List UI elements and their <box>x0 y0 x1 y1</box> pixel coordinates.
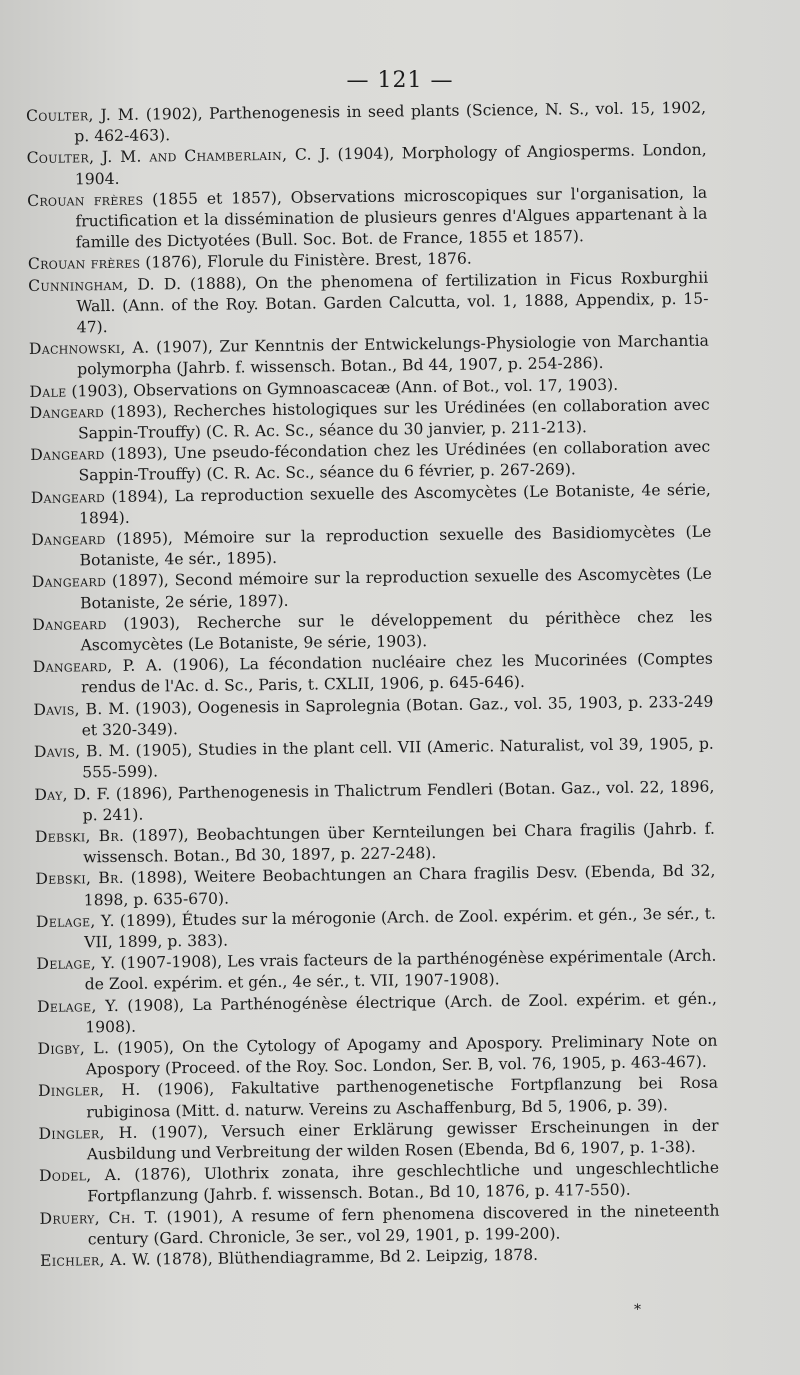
entry-text: (1903), Recherche sur le développement du périthèce chez les Ascomycètes (Le Botaniste, 9e série, 1903). <box>80 607 713 655</box>
entry-author: Crouan frères <box>27 190 144 210</box>
entry-text: (1888), On the phenomena of fertilization in Ficus Roxburghii Wall. (Ann. of the Roy. Botan. Garden Calcutta, vol. 1, 1888, Appendix, p. 15-47). <box>76 268 709 337</box>
entry-text: (1893), Recherches histologiques sur les Urédinées (en collaboration avec Sappin-Trouffy) (C. R. Ac. Sc., séance du 30 janvier, p. 211-213). <box>77 395 710 443</box>
entry-text: (1896), Parthenogenesis in Thalictrum Fendleri (Botan. Gaz., vol. 22, 1896, p. 241). <box>82 777 715 825</box>
footer-mark: * <box>634 1302 641 1318</box>
entry-author: Delage, Y. <box>35 911 115 931</box>
entry-text: (1905), Studies in the plant cell. VII (Americ. Naturalist, vol 39, 1905, p. 555-599). <box>82 734 714 782</box>
entry-text: (1903), Observations on Gymnoascaceæ (Ann. of Bot., vol. 17, 1903). <box>66 375 619 401</box>
entry-author: Druery, Ch. T. <box>39 1208 159 1228</box>
entry-text: (1907), Versuch einer Erklärung gewisser Erscheinungen in der Ausbildung und Verbreitung der wilden Rosen (Ebenda, Bd 6, 1907, p. 1-38). <box>86 1116 719 1164</box>
page-number: — 121 — <box>346 68 454 93</box>
entry-text: (1907), Zur Kenntnis der Entwickelungs-Physiologie von Marchantia polymorpha (Jahrb. f. wissensch. Botan., Bd 44, 1907, p. 254-286). <box>77 331 710 379</box>
entry-text: (1876), Florule du Finistère. Brest, 1876. <box>140 249 472 273</box>
entry-text: (1902), Parthenogenesis in seed plants (Science, N. S., vol. 15, 1902, p. 462-463). <box>74 98 707 146</box>
entry-author: Dodel, A. <box>38 1166 122 1186</box>
entry-author: Dingler, H. <box>38 1123 138 1143</box>
entry-author: Delage, Y. <box>36 996 120 1016</box>
entry-text: (1908), La Parthénogénèse électrique (Arch. de Zool. expérim. et gén., 1908). <box>85 989 718 1037</box>
entry-author: Dingler, H. <box>37 1081 141 1101</box>
bibliography-entry <box>28 267 709 339</box>
entry-author: Coulter, J. M. and Chamberlain, C. J. <box>26 145 331 168</box>
entry-author: Davis, B. M. <box>33 741 131 762</box>
entry-author: Cunningham, D. D. <box>28 274 182 295</box>
entry-text: (1876), Ulothrix zonata, ihre geschlechtliche und ungeschlechtliche Fortpflanzung (Jahrb. f. wissensch. Botan., Bd 10, 1876, p. 417-550). <box>87 1158 720 1206</box>
entry-author: Debski, Br. <box>35 869 125 889</box>
entry-author: Eichler, A. W. <box>40 1250 152 1270</box>
entry-text: (1878), Blüthendiagramme, Bd 2. Leipzig, 1878. <box>150 1245 539 1269</box>
entry-author: Dangeard <box>30 445 105 465</box>
entry-text: (1898), Weitere Beobachtungen an Chara fragilis Desv. (Ebenda, Bd 32, 1898, p. 635-670). <box>83 861 716 909</box>
entry-text: (1907-1908), Les vrais facteurs de la parthénogénèse expérimentale (Arch. de Zool. expérim. et gén., 4e sér., t. VII, 1907-1908). <box>84 946 717 994</box>
bibliography-list <box>26 98 720 1272</box>
entry-author: Dangeard, P. A. <box>32 656 163 677</box>
entry-text: (1894), La reproduction sexuelle des Ascomycètes (Le Botaniste, 4e série, 1894). <box>78 480 711 528</box>
entry-author: Dangeard <box>30 487 106 507</box>
entry-author: Davis, B. M. <box>33 699 131 719</box>
entry-text: (1893), Une pseudo-fécondation chez les Urédinées (en collaboration avec Sappin-Trouffy) (C. R. Ac. Sc., séance du 6 février, p. 267-269). <box>78 437 711 485</box>
entry-author: Dachnowski, A. <box>28 338 150 359</box>
entry-text: (1899), Études sur la mérogonie (Arch. de Zool. expérim. et gén., 3e sér., t. VII, 1899, p. 383). <box>84 904 717 952</box>
entry-text: (1905), On the Cytology of Apogamy and Apospory. Preliminary Note on Apospory (Proceed. of the Roy. Soc. London, Ser. B, vol. 76, 1905, p. 463-467). <box>85 1031 718 1079</box>
entry-author: Delage, Y. <box>36 954 116 974</box>
entry-text: (1906), Fakultative parthenogenetische Fortpflanzung bei Rosa rubiginosa (Mitt. d. naturw. Vereins zu Aschaffenburg, Bd 5, 1906, p. 39). <box>86 1073 719 1121</box>
entry-author: Debski, Br. <box>34 826 125 846</box>
entry-text: (1901), A resume of fern phenomena discovered in the nineteenth century (Gard. Chronicle, 3e ser., vol 29, 1901, p. 199-200). <box>87 1201 720 1249</box>
entry-author: Coulter, J. M. <box>26 105 140 125</box>
entry-author: Dangeard <box>32 614 107 634</box>
entry-text: (1895), Mémoire sur la reproduction sexuelle des Basidiomycètes (Le Botaniste, 4e sér., 1895). <box>79 522 712 570</box>
entry-text: (1897), Beobachtungen über Kernteilungen bei Chara fragilis (Jahrb. f. wissensch. Botan., Bd 30, 1897, p. 227-248). <box>83 819 715 867</box>
entry-author: Digby, L. <box>37 1038 110 1058</box>
entry-author: Dangeard <box>31 530 106 550</box>
entry-text: (1906), La fécondation nucléaire chez les Mucorinées (Comptes rendus de l'Ac. d. Sc., Paris, t. CXLII, 1906, p. 645-646). <box>81 649 713 697</box>
entry-text: (1904), Morphology of Angiosperms. London, 1904. <box>74 141 707 189</box>
entry-author: Day, D. F. <box>34 784 111 804</box>
entry-text: (1897), Second mémoire sur la reproduction sexuelle des Ascomycètes (Le Botaniste, 2e série, 1897). <box>79 565 712 613</box>
bibliography-entry <box>27 182 708 254</box>
entry-author: Dangeard <box>31 572 107 592</box>
entry-text: (1855 et 1857), Observations microscopiques sur l'organisation, la fructification et la dissémination de plusieurs genres d'Algues appartenant à la famille des Dictyotées (Bull. Soc. Bot. de France, 1855 et 1857). <box>75 183 708 252</box>
entry-author: Crouan frères <box>27 254 141 274</box>
entry-author: Dale <box>29 382 67 401</box>
entry-author: Dangeard <box>29 402 105 422</box>
entry-text: (1903), Oogenesis in Saprolegnia (Botan. Gaz., vol. 35, 1903, p. 233-249 et 320-349). <box>81 692 714 740</box>
